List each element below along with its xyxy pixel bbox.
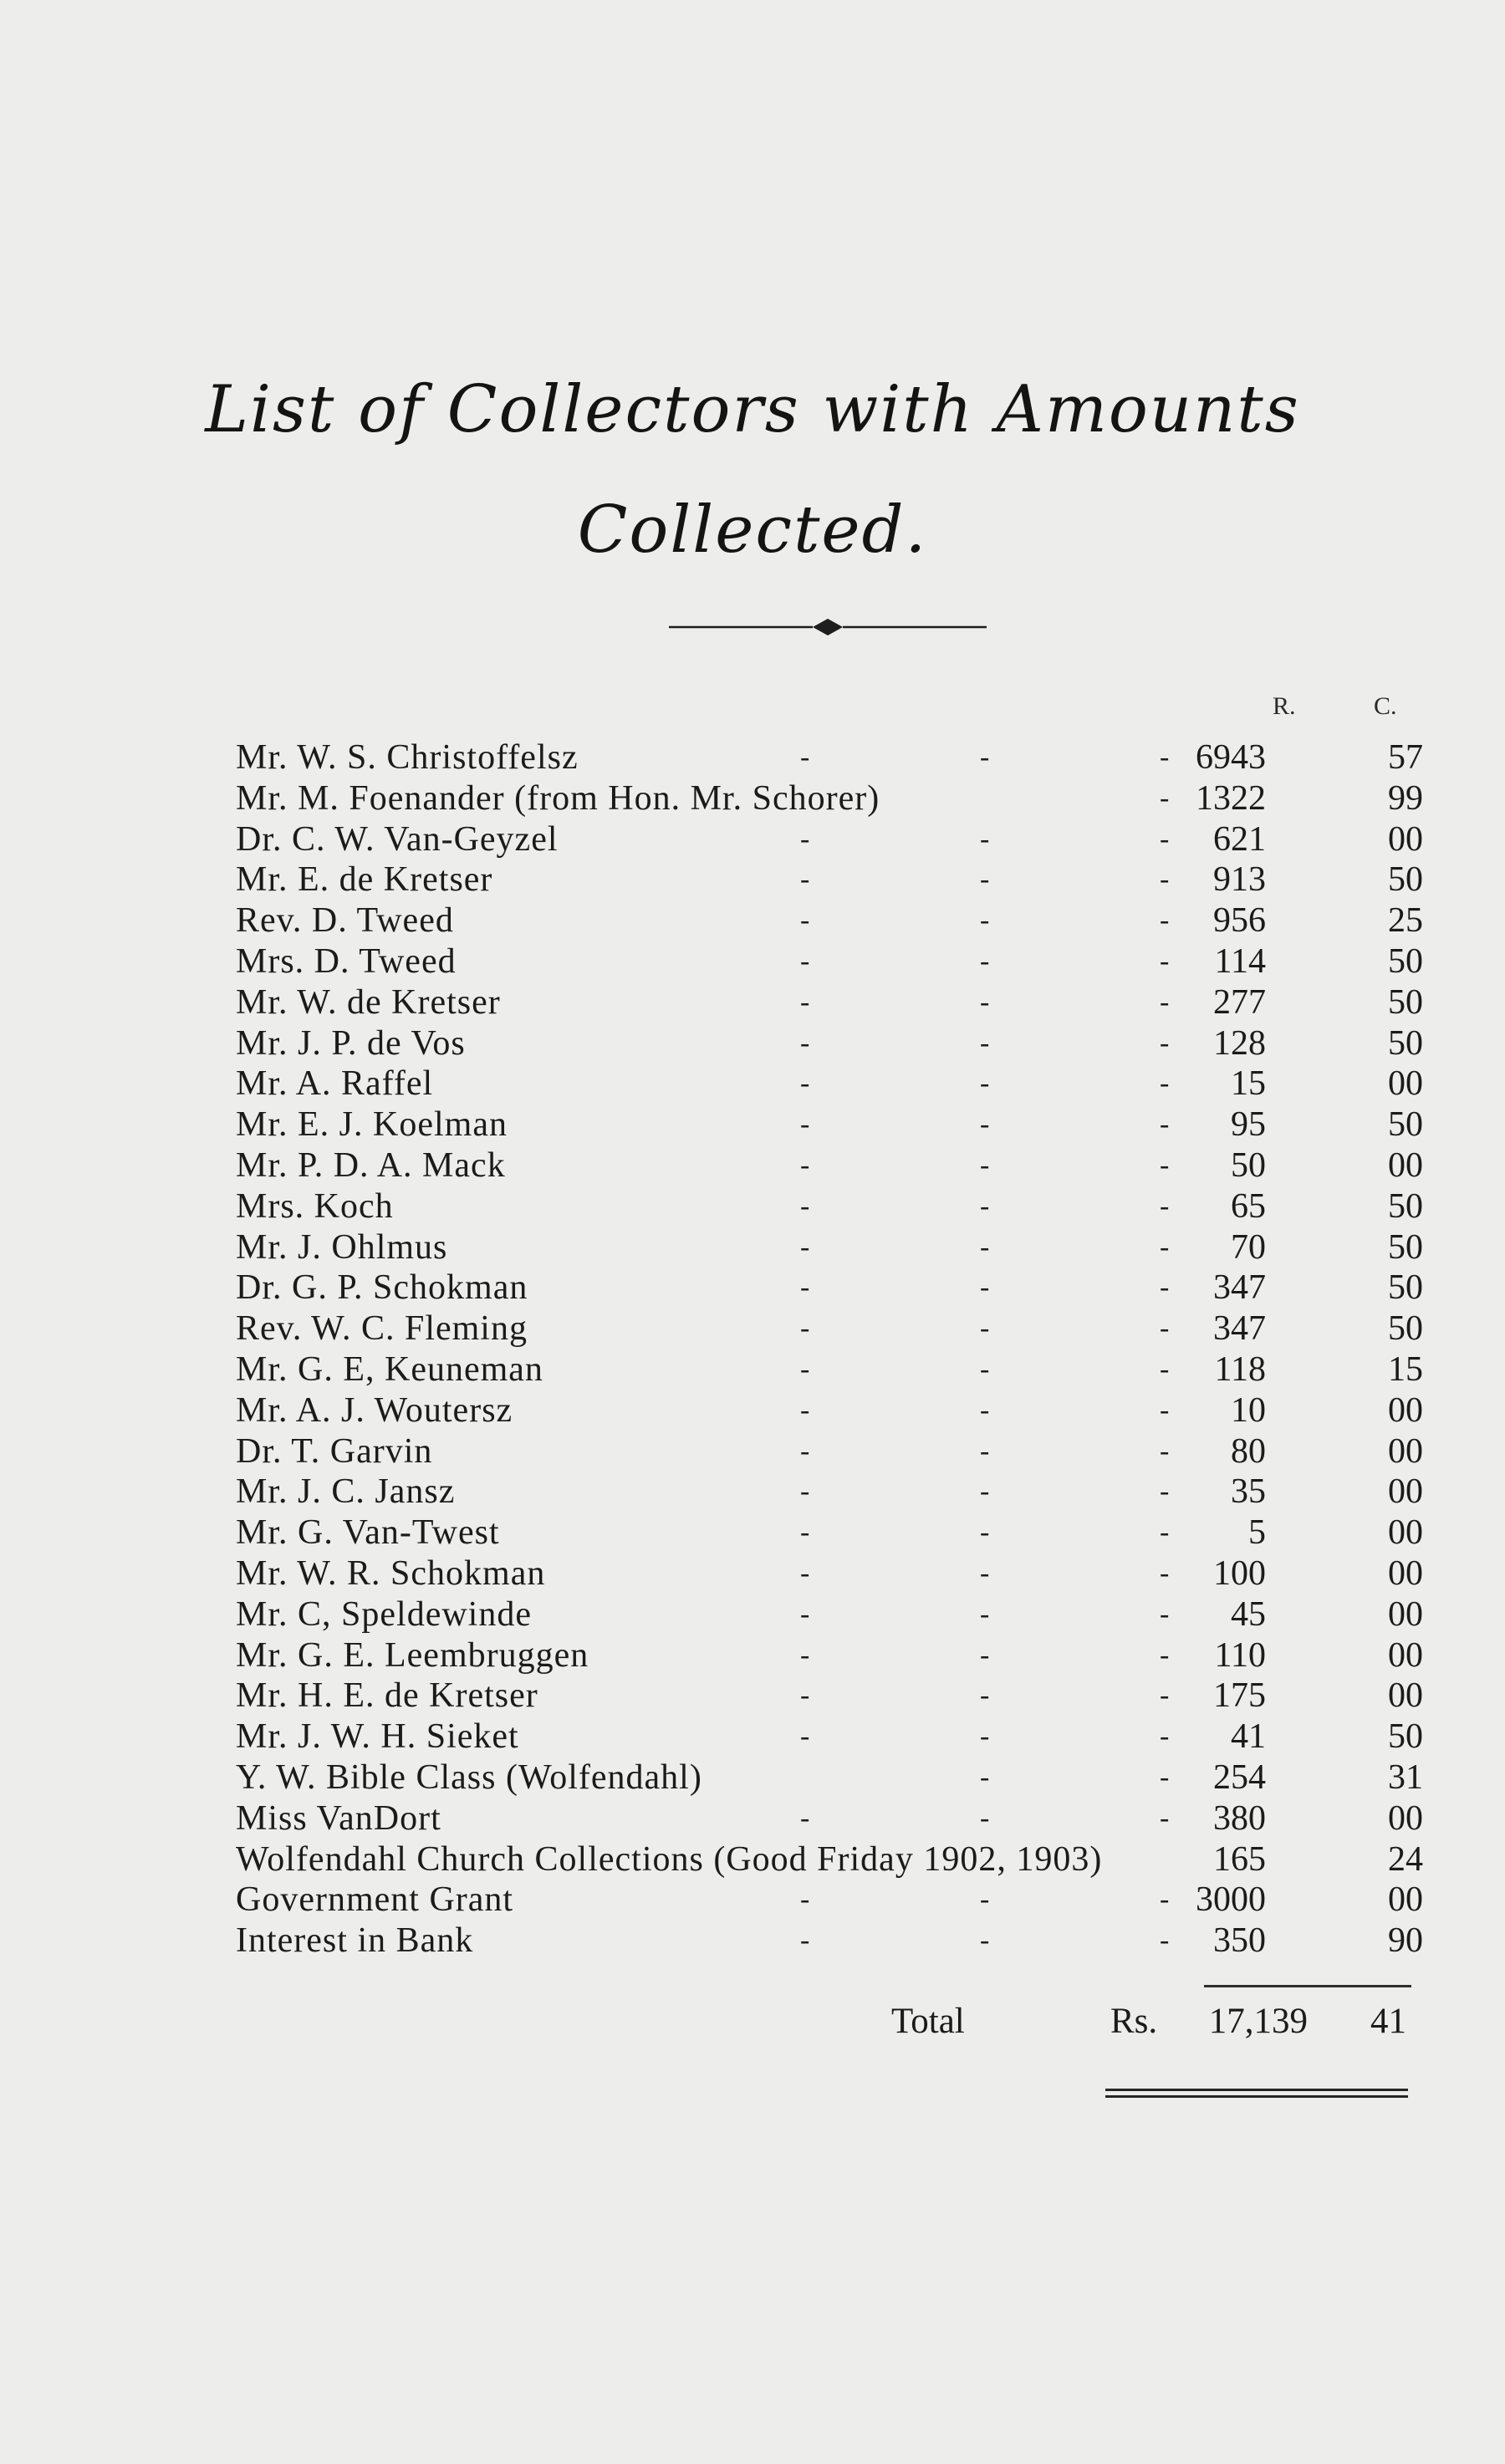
collector-name: Mr. G. E. Leembruggen	[236, 1635, 589, 1675]
collector-row	[236, 1227, 1423, 1268]
amount-cents: 31	[1388, 1757, 1423, 1797]
leader-dash: -	[980, 1517, 990, 1548]
collector-name: Dr. C. W. Van-Geyzel	[236, 819, 559, 859]
collector-row	[236, 860, 1423, 900]
amount-cents: 50	[1388, 1268, 1423, 1308]
leader-dash: -	[980, 864, 990, 895]
leader-dash: -	[800, 1435, 810, 1467]
collector-name: Dr. G. P. Schokman	[236, 1268, 528, 1308]
amount-rupees: 956	[1213, 901, 1266, 941]
amount-cents: 00	[1388, 1390, 1423, 1430]
leader-dash: -	[980, 742, 990, 773]
amount-rupees: 380	[1213, 1798, 1266, 1838]
amount-rupees: 110	[1214, 1635, 1266, 1675]
leader-dash: -	[980, 1068, 990, 1099]
column-header-cents: C.	[1374, 692, 1397, 720]
collector-row	[236, 778, 1423, 819]
leader-dash: -	[1160, 945, 1170, 977]
amount-cents: 50	[1388, 1186, 1423, 1226]
collector-name: Mr. J. P. de Vos	[236, 1023, 466, 1063]
collector-row	[236, 900, 1423, 941]
amount-rupees: 347	[1213, 1268, 1266, 1308]
amount-cents: 15	[1388, 1349, 1423, 1389]
double-rule-upper	[1105, 2089, 1408, 2091]
leader-dash: -	[1160, 905, 1170, 936]
leader-dash: -	[980, 1394, 990, 1426]
amount-cents: 00	[1388, 1553, 1423, 1593]
amount-cents: 00	[1388, 1798, 1423, 1838]
amount-rupees: 15	[1231, 1064, 1266, 1104]
leader-dash: -	[1160, 1598, 1170, 1630]
leader-dash: -	[800, 864, 810, 895]
leader-dash: -	[1160, 1231, 1170, 1263]
collector-row	[236, 1757, 1423, 1798]
amount-cents: 50	[1388, 982, 1423, 1022]
amount-cents: 50	[1388, 1309, 1423, 1349]
amount-cents: 50	[1388, 1717, 1423, 1757]
collector-row	[236, 1268, 1423, 1309]
leader-dash: -	[980, 1231, 990, 1263]
collector-name: Mr. A. J. Woutersz	[236, 1390, 513, 1430]
amount-rupees: 347	[1213, 1309, 1266, 1349]
leader-dash: -	[800, 1190, 810, 1222]
leader-dash: -	[980, 1925, 990, 1956]
collector-row	[236, 982, 1423, 1023]
amount-rupees: 80	[1231, 1431, 1266, 1471]
leader-dash: -	[1160, 1272, 1170, 1303]
collector-name: Mr. W. S. Christoffelsz	[236, 738, 579, 777]
leader-dash: -	[1160, 1557, 1170, 1589]
amount-cents: 57	[1388, 738, 1423, 777]
leader-dash: -	[1160, 1761, 1170, 1793]
leader-dash: -	[800, 1109, 810, 1140]
collector-row	[236, 1676, 1423, 1717]
collector-name: Mr. P. D. A. Mack	[236, 1145, 506, 1185]
leader-dash: -	[1160, 1925, 1170, 1956]
leader-dash: -	[980, 1802, 990, 1834]
leader-dash: -	[980, 1109, 990, 1140]
collector-row	[236, 1186, 1423, 1227]
leader-dash: -	[1160, 864, 1170, 895]
collector-row	[236, 1921, 1423, 1962]
sum-rule	[1204, 1985, 1411, 1987]
total-cents: 41	[1370, 2002, 1406, 2041]
leader-dash: -	[800, 1353, 810, 1385]
collector-name: Mr. A. Raffel	[236, 1064, 434, 1104]
amount-rupees: 50	[1231, 1145, 1266, 1185]
column-header-rupees: R.	[1273, 692, 1296, 720]
leader-dash: -	[1160, 1109, 1170, 1140]
amount-cents: 00	[1388, 1145, 1423, 1185]
leader-dash: -	[1160, 1721, 1170, 1752]
amount-cents: 50	[1388, 941, 1423, 981]
amount-cents: 50	[1388, 1227, 1423, 1267]
collector-name: Mrs. Koch	[236, 1186, 394, 1226]
amount-rupees: 277	[1213, 982, 1266, 1022]
amount-rupees: 1322	[1196, 778, 1266, 818]
leader-dash: -	[1160, 1068, 1170, 1099]
double-rule-lower	[1105, 2095, 1408, 2098]
collector-name: Mr. C, Speldewinde	[236, 1594, 532, 1634]
leader-dash: -	[980, 905, 990, 936]
collector-row	[236, 1431, 1423, 1472]
collector-row	[236, 1717, 1423, 1757]
collector-row	[236, 1104, 1423, 1145]
amount-rupees: 100	[1213, 1553, 1266, 1593]
leader-dash: -	[1160, 1190, 1170, 1222]
collector-row	[236, 1472, 1423, 1513]
total-rupees: 17,139	[1208, 2002, 1308, 2041]
leader-dash: -	[980, 1884, 990, 1916]
amount-rupees: 5	[1248, 1513, 1266, 1553]
leader-dash: -	[1160, 1639, 1170, 1671]
ornament-divider	[669, 615, 987, 640]
leader-dash: -	[800, 1721, 810, 1752]
collector-name: Wolfendahl Church Collections (Good Friday 1902, 1903)	[236, 1839, 1103, 1879]
leader-dash: -	[800, 945, 810, 977]
leader-dash: -	[1160, 823, 1170, 854]
leader-dash: -	[800, 1149, 810, 1181]
leader-dash: -	[800, 1027, 810, 1059]
collector-row	[236, 1023, 1423, 1064]
leader-dash: -	[1160, 1884, 1170, 1916]
leader-dash: -	[980, 1680, 990, 1712]
amount-rupees: 3000	[1196, 1880, 1266, 1920]
leader-dash: -	[1160, 1027, 1170, 1059]
collectors-list	[236, 737, 1423, 1962]
collector-name: Mr. E. de Kretser	[236, 860, 493, 900]
collector-name: Rev. D. Tweed	[236, 901, 454, 941]
amount-rupees: 41	[1231, 1717, 1266, 1757]
leader-dash: -	[1160, 1435, 1170, 1467]
collector-row	[236, 1309, 1423, 1349]
collector-name: Mr. J. Ohlmus	[236, 1227, 448, 1267]
amount-cents: 00	[1388, 1472, 1423, 1512]
collector-name: Interest in Bank	[236, 1921, 474, 1961]
amount-cents: 00	[1388, 1676, 1423, 1716]
collector-row	[236, 941, 1423, 982]
amount-cents: 99	[1388, 778, 1423, 818]
collector-row	[236, 1553, 1423, 1594]
collector-row	[236, 1513, 1423, 1553]
amount-cents: 50	[1388, 860, 1423, 900]
amount-rupees: 128	[1213, 1023, 1266, 1063]
leader-dash: -	[980, 1557, 990, 1589]
amount-rupees: 10	[1231, 1390, 1266, 1430]
collector-name: Mr. J. C. Jansz	[236, 1472, 456, 1512]
total-currency: Rs.	[1110, 2002, 1158, 2041]
collector-row	[236, 819, 1423, 860]
title-line-1: List of Collectors with Amounts	[205, 372, 1300, 447]
leader-dash: -	[980, 1149, 990, 1181]
leader-dash: -	[800, 1476, 810, 1507]
leader-dash: -	[980, 1313, 990, 1344]
leader-dash: -	[1160, 1313, 1170, 1344]
collector-name: Mr. M. Foenander (from Hon. Mr. Schorer)	[236, 778, 880, 818]
leader-dash: -	[980, 1435, 990, 1467]
leader-dash: -	[980, 1721, 990, 1752]
page-title	[0, 349, 1505, 590]
amount-rupees: 621	[1213, 819, 1266, 859]
collector-name: Mr. G. Van-Twest	[236, 1513, 500, 1553]
amount-cents: 50	[1388, 1023, 1423, 1063]
leader-dash: -	[800, 1557, 810, 1589]
leader-dash: -	[800, 1272, 810, 1303]
amount-rupees: 70	[1231, 1227, 1266, 1267]
amount-rupees: 118	[1214, 1349, 1266, 1389]
collector-row	[236, 1839, 1423, 1880]
amount-cents: 00	[1388, 1431, 1423, 1471]
amount-rupees: 45	[1231, 1594, 1266, 1634]
collector-name: Y. W. Bible Class (Wolfendahl)	[236, 1757, 702, 1797]
leader-dash: -	[980, 1027, 990, 1059]
leader-dash: -	[1160, 1517, 1170, 1548]
collector-row	[236, 1594, 1423, 1635]
amount-rupees: 95	[1231, 1105, 1266, 1145]
leader-dash: -	[800, 742, 810, 773]
leader-dash: -	[800, 1313, 810, 1344]
collector-row	[236, 1064, 1423, 1104]
amount-cents: 00	[1388, 1635, 1423, 1675]
leader-dash: -	[1160, 1394, 1170, 1426]
collector-row	[236, 1880, 1423, 1921]
collector-name: Mr. H. E. de Kretser	[236, 1676, 538, 1716]
leader-dash: -	[1160, 1353, 1170, 1385]
collector-row	[236, 1798, 1423, 1839]
collector-name: Miss VanDort	[236, 1798, 441, 1838]
leader-dash: -	[1160, 782, 1170, 814]
collector-row	[236, 1635, 1423, 1676]
collector-name: Mr. E. J. Koelman	[236, 1105, 508, 1145]
leader-dash: -	[980, 945, 990, 977]
amount-rupees: 35	[1231, 1472, 1266, 1512]
leader-dash: -	[1160, 1680, 1170, 1712]
leader-dash: -	[800, 1598, 810, 1630]
leader-dash: -	[1160, 1149, 1170, 1181]
amount-cents: 00	[1388, 1064, 1423, 1104]
amount-cents: 00	[1388, 1513, 1423, 1553]
amount-rupees: 254	[1213, 1757, 1266, 1797]
leader-dash: -	[800, 1925, 810, 1956]
leader-dash: -	[980, 1272, 990, 1303]
leader-dash: -	[800, 1231, 810, 1263]
leader-dash: -	[800, 1884, 810, 1916]
leader-dash: -	[980, 1190, 990, 1222]
collector-name: Mr. J. W. H. Sieket	[236, 1717, 519, 1757]
amount-rupees: 913	[1213, 860, 1266, 900]
amount-cents: 00	[1388, 1880, 1423, 1920]
leader-dash: -	[800, 823, 810, 854]
leader-dash: -	[800, 905, 810, 936]
collector-name: Rev. W. C. Fleming	[236, 1309, 528, 1349]
collector-row	[236, 1145, 1423, 1186]
amount-rupees: 165	[1213, 1839, 1266, 1879]
collector-name: Mr. W. R. Schokman	[236, 1553, 546, 1593]
collector-row	[236, 1349, 1423, 1390]
amount-cents: 00	[1388, 819, 1423, 859]
collector-name: Dr. T. Garvin	[236, 1431, 433, 1471]
leader-dash: -	[980, 1476, 990, 1507]
amount-cents: 50	[1388, 1105, 1423, 1145]
collector-name: Mrs. D. Tweed	[236, 941, 457, 981]
leader-dash: -	[800, 1639, 810, 1671]
leader-dash: -	[1160, 1802, 1170, 1834]
amount-rupees: 114	[1214, 941, 1266, 981]
leader-dash: -	[800, 1517, 810, 1548]
total-label: Total	[891, 2002, 965, 2041]
amount-cents: 90	[1388, 1921, 1423, 1961]
leader-dash: -	[1160, 742, 1170, 773]
collector-row	[236, 1390, 1423, 1431]
amount-cents: 00	[1388, 1594, 1423, 1634]
leader-dash: -	[980, 1598, 990, 1630]
leader-dash: -	[800, 1068, 810, 1099]
leader-dash: -	[800, 1802, 810, 1834]
leader-dash: -	[980, 986, 990, 1018]
leader-dash: -	[800, 1394, 810, 1426]
title-line-2: Collected.	[577, 492, 928, 568]
amount-rupees: 175	[1213, 1676, 1266, 1716]
leader-dash: -	[980, 1639, 990, 1671]
collector-name: Mr. G. E, Keuneman	[236, 1349, 543, 1389]
amount-rupees: 65	[1231, 1186, 1266, 1226]
collector-row	[236, 737, 1423, 778]
leader-dash: -	[980, 823, 990, 854]
amount-rupees: 350	[1213, 1921, 1266, 1961]
leader-dash: -	[980, 1761, 990, 1793]
leader-dash: -	[1160, 1476, 1170, 1507]
collector-name: Mr. W. de Kretser	[236, 982, 501, 1022]
leader-dash: -	[800, 986, 810, 1018]
leader-dash: -	[800, 1680, 810, 1712]
collector-name: Government Grant	[236, 1880, 514, 1920]
leader-dash: -	[980, 1353, 990, 1385]
amount-rupees: 6943	[1196, 738, 1266, 777]
amount-cents: 24	[1388, 1839, 1423, 1879]
amount-cents: 25	[1388, 901, 1423, 941]
leader-dash: -	[1160, 986, 1170, 1018]
